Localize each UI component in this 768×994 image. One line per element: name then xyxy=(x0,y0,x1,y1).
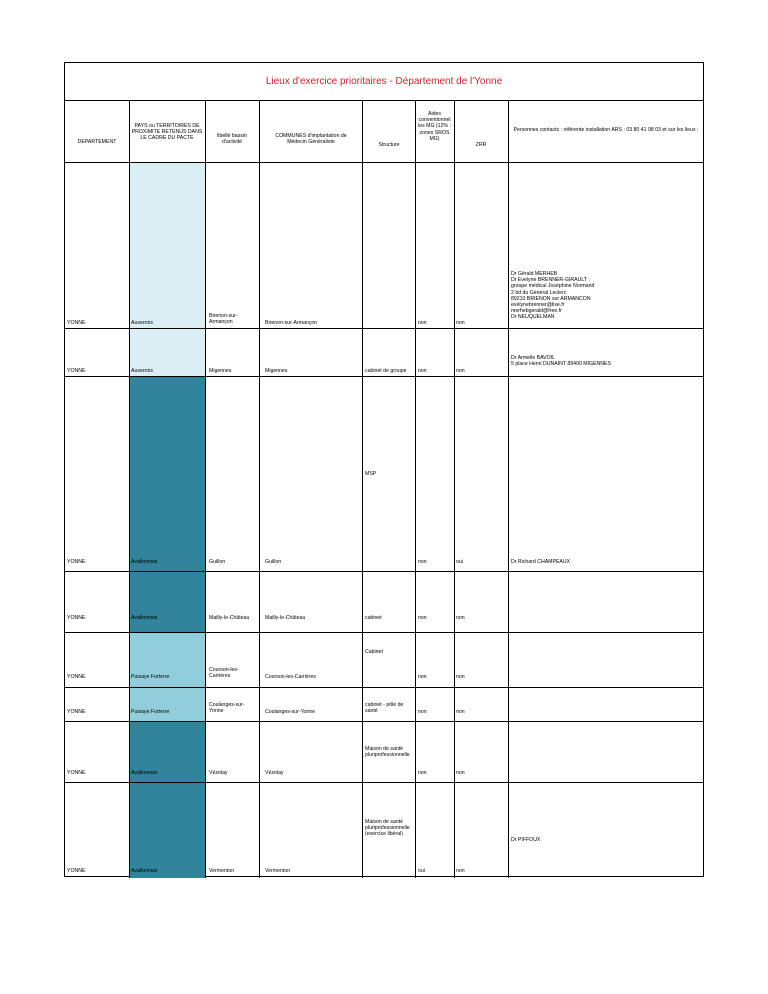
cell-departement: YONNE xyxy=(67,868,86,874)
cell-contact: Dr Armelle BAVOIL 5 place Henri DUNAINT 89400 MIGENNES xyxy=(511,355,611,368)
cell-pays: Avallonnais xyxy=(131,868,158,874)
cell-contact: Dr Gérald MERHEB Dr Evelyne BRENNER-GIRAULT : groupe médical Joséphine Normand 2 bd du Général Leclerc 89210 BRIENON sur ARMANCON evelynebrenner@live.fr merhebgerald@free.fr Dr NEUQUELMAN xyxy=(511,271,595,321)
cell-bassin: Guillon xyxy=(209,559,226,565)
cell-departement: YONNE xyxy=(67,674,86,680)
spreadsheet xyxy=(64,62,704,877)
cell-pays: Puisaye Forterre xyxy=(131,674,170,680)
row-divider xyxy=(65,571,703,572)
cell-bassin: Vermenton xyxy=(209,868,235,874)
cell-zrr: non xyxy=(456,674,465,680)
cell-structure: Maison de santé pluriprofessionnelle (exercice libéral) xyxy=(365,819,410,838)
cell-aides: non xyxy=(418,320,427,326)
cell-departement: YONNE xyxy=(67,320,86,326)
cell-departement: YONNE xyxy=(67,368,86,374)
fill-avallonnais-2 xyxy=(129,721,205,878)
row-divider xyxy=(65,687,703,688)
cell-commune: Migennes xyxy=(265,368,288,374)
row-divider xyxy=(65,328,703,329)
cell-aides: oui xyxy=(418,868,425,874)
cell-structure: cabinet de groupe xyxy=(365,368,407,374)
row-divider xyxy=(65,721,703,722)
cell-departement: YONNE xyxy=(67,615,86,621)
col-divider xyxy=(205,101,206,878)
cell-zrr: non xyxy=(456,770,465,776)
cell-structure: Cabinet xyxy=(365,649,383,655)
col-divider xyxy=(508,101,509,878)
col-divider xyxy=(129,101,130,878)
sheet-title: Lieux d'exercice prioritaires - Département de l'Yonne xyxy=(65,63,703,101)
cell-commune: Vézelay xyxy=(265,770,284,776)
cell-aides: non xyxy=(418,674,427,680)
cell-bassin: Courson-les-Carrières xyxy=(209,667,239,680)
col-divider xyxy=(259,101,260,878)
header-zrr: ZRR xyxy=(475,142,487,148)
col-divider xyxy=(454,101,455,878)
header-aides: Aides conventionnel les MG (12% : zones SROS MG) xyxy=(418,111,451,142)
header-communes: COMMUNES d'implantation de Médecin Généraliste xyxy=(275,133,347,146)
cell-departement: YONNE xyxy=(67,559,86,565)
cell-departement: YONNE xyxy=(67,709,86,715)
header-contacts: Personnes contacts : référente installation ARS : 03 80 41 98 03 et sur les lieux : xyxy=(513,127,699,133)
cell-zrr: non xyxy=(456,368,465,374)
cell-commune: Vermenton xyxy=(265,868,291,874)
cell-bassin: Coulanges-sur-Yonne xyxy=(209,702,245,715)
cell-commune: Courson-les-Carrières xyxy=(265,674,317,680)
cell-departement: YONNE xyxy=(67,770,86,776)
header-structure: Structure xyxy=(378,142,400,148)
cell-contact: Dr PIFFOUX xyxy=(511,837,541,843)
cell-bassin: Vézelay xyxy=(209,770,228,776)
cell-commune: Coulanges-sur-Yonne xyxy=(265,709,315,715)
cell-zrr: non xyxy=(456,320,465,326)
cell-bassin: Brienon-sur-Armançon xyxy=(209,313,238,326)
row-divider xyxy=(65,782,703,783)
header-departement: DEPARTEMENT xyxy=(77,139,117,145)
row-divider xyxy=(65,376,703,377)
cell-zrr: non xyxy=(456,868,465,874)
cell-bassin: Mailly-le-Château xyxy=(209,615,250,621)
cell-commune: Guillon xyxy=(265,559,282,565)
cell-aides: non xyxy=(418,770,427,776)
cell-aides: non xyxy=(418,368,427,374)
cell-zrr: non xyxy=(456,615,465,621)
cell-aides: non xyxy=(418,559,427,565)
cell-pays: Auxerrois xyxy=(131,320,153,326)
col-divider xyxy=(362,101,363,878)
cell-zrr: non xyxy=(456,709,465,715)
cell-structure: cabinet xyxy=(365,615,382,621)
row-divider xyxy=(65,632,703,633)
cell-contact: Dr Richard CHAMPEAUX xyxy=(511,559,571,565)
header-bassin: libellé bassin d'activité xyxy=(217,133,247,146)
cell-bassin: Migennes xyxy=(209,368,232,374)
header-pays: PAYS ou TERRITOIRES DE PROXIMITE RETENUS DANS LE CADRE DU PACTE xyxy=(131,123,203,142)
cell-pays: Puisaye Forterre xyxy=(131,709,170,715)
cell-commune: Mailly-le-Château xyxy=(265,615,306,621)
cell-structure: cabinet - pôle de santé xyxy=(365,702,404,715)
cell-structure: MSP xyxy=(365,471,377,477)
cell-zrr: oui xyxy=(456,559,463,565)
col-divider xyxy=(415,101,416,878)
cell-structure: Maison de santé pluriprofessionnelle xyxy=(365,746,410,759)
cell-aides: non xyxy=(418,709,427,715)
fill-avallonnais-1 xyxy=(129,376,205,632)
cell-pays: Avallonnais xyxy=(131,559,158,565)
cell-aides: non xyxy=(418,615,427,621)
cell-pays: Avallonnais xyxy=(131,770,158,776)
cell-pays: Avallonnais xyxy=(131,615,158,621)
cell-pays: Auxerrois xyxy=(131,368,153,374)
cell-commune: Brienon-sur-Armançon xyxy=(265,320,318,326)
